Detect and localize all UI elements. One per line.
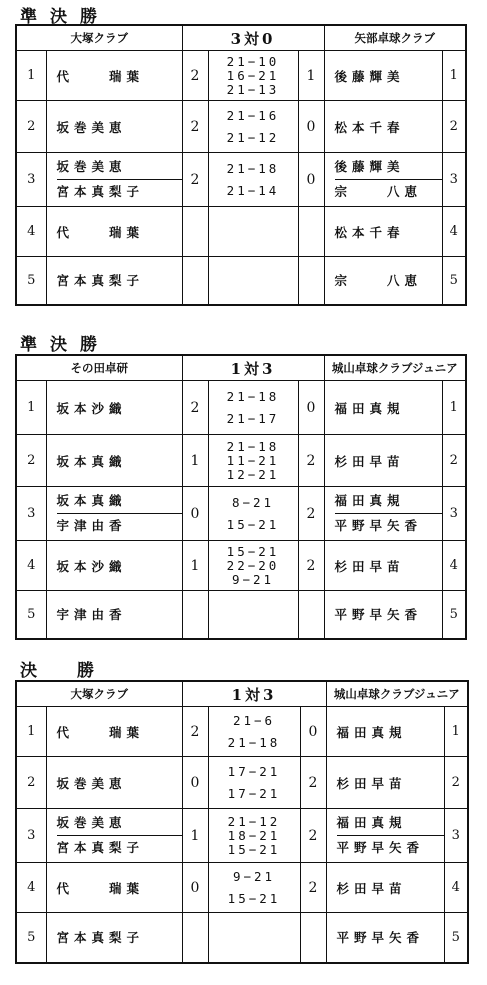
match-number: 5 xyxy=(16,257,46,305)
table-row xyxy=(16,435,466,487)
doubles-right xyxy=(326,809,444,863)
table-header xyxy=(16,681,468,707)
team-left: 大塚クラブ xyxy=(16,25,182,51)
games-won-left: 2 xyxy=(182,707,208,757)
game-score: 21−18 xyxy=(226,388,280,404)
match-number: 3 xyxy=(16,487,46,541)
player-left: 坂本沙織 xyxy=(46,541,182,591)
games-won-left xyxy=(182,207,208,257)
table-row xyxy=(16,913,468,963)
table-row xyxy=(16,707,468,757)
games-won-left: 2 xyxy=(182,381,208,435)
section-title: 準決勝 xyxy=(20,335,110,355)
player-right: 福田真規 xyxy=(326,707,444,757)
games-won-right: 0 xyxy=(298,381,324,435)
match-number-right: 1 xyxy=(444,707,468,757)
match-number: 1 xyxy=(16,51,46,101)
player-right: 松本千春 xyxy=(324,101,442,153)
player-left: 坂巻美恵 xyxy=(46,101,182,153)
table-header xyxy=(16,25,466,51)
match-number-right: 3 xyxy=(442,153,466,207)
section-title: 決勝 xyxy=(20,661,134,681)
games-won-right xyxy=(300,913,326,963)
table-row xyxy=(16,541,466,591)
match-number-right: 3 xyxy=(442,487,466,541)
games-won-right: 2 xyxy=(300,809,326,863)
player-right: 杉田早苗 xyxy=(324,541,442,591)
doubles-right xyxy=(324,487,442,541)
games-won-right: 2 xyxy=(300,757,326,809)
match-number-right: 4 xyxy=(442,207,466,257)
player-right: 平野早矢香 xyxy=(334,518,423,533)
match-number-right: 5 xyxy=(442,591,466,639)
match-number: 4 xyxy=(16,863,46,913)
player-left: 代 瑞葉 xyxy=(46,863,182,913)
match-number-right: 2 xyxy=(442,435,466,487)
games-won-right: 1 xyxy=(298,51,324,101)
match-number-right: 2 xyxy=(444,757,468,809)
game-score: 9−21 xyxy=(232,868,276,884)
games-won-right xyxy=(298,257,324,305)
player-right: 平野早矢香 xyxy=(326,913,444,963)
player-right: 福田真規 xyxy=(337,811,444,836)
match-number: 5 xyxy=(16,591,46,639)
game-score: 21−18 xyxy=(226,438,280,454)
player-right: 平野早矢香 xyxy=(324,591,442,639)
game-score: 18−21 xyxy=(227,827,281,843)
game-scores xyxy=(208,101,298,153)
player-left: 坂巻美恵 xyxy=(57,811,182,836)
game-scores xyxy=(208,257,298,305)
game-score: 8−21 xyxy=(231,494,275,510)
match-number-right: 4 xyxy=(444,863,468,913)
match-number-right: 2 xyxy=(442,101,466,153)
match-number: 4 xyxy=(16,541,46,591)
game-scores xyxy=(208,51,298,101)
doubles-right xyxy=(324,153,442,207)
player-right: 杉田早苗 xyxy=(324,435,442,487)
game-score: 15−21 xyxy=(227,841,281,857)
games-won-right xyxy=(298,591,324,639)
game-score: 15−21 xyxy=(226,543,280,559)
game-score: 9−21 xyxy=(231,571,275,587)
game-score: 21−18 xyxy=(227,734,281,750)
player-right: 平野早矢香 xyxy=(336,840,425,855)
game-scores xyxy=(208,207,298,257)
player-left: 坂巻美恵 xyxy=(57,155,182,180)
table-row xyxy=(16,51,466,101)
player-right: 杉田早苗 xyxy=(326,757,444,809)
game-score: 21−17 xyxy=(226,410,280,426)
game-scores xyxy=(208,863,300,913)
match-number: 4 xyxy=(16,207,46,257)
match-number-right: 5 xyxy=(444,913,468,963)
table-row xyxy=(16,487,466,541)
match-number-right: 3 xyxy=(444,809,468,863)
player-right: 松本千春 xyxy=(324,207,442,257)
game-scores xyxy=(208,153,298,207)
games-won-left: 1 xyxy=(182,541,208,591)
games-won-left: 1 xyxy=(182,809,208,863)
doubles-left xyxy=(46,809,182,863)
player-left: 宇津由香 xyxy=(56,518,127,533)
games-won-left: 0 xyxy=(182,863,208,913)
games-won-right: 0 xyxy=(298,153,324,207)
player-left: 宮本真梨子 xyxy=(46,913,182,963)
player-left: 坂本真織 xyxy=(46,435,182,487)
match-number: 3 xyxy=(16,153,46,207)
game-scores xyxy=(208,913,300,963)
game-scores xyxy=(208,487,298,541)
match-number-right: 1 xyxy=(442,381,466,435)
match-score: 1対3 xyxy=(182,681,326,707)
match-number-right: 4 xyxy=(442,541,466,591)
team-left: 大塚クラブ xyxy=(16,681,182,707)
player-left: 坂巻美恵 xyxy=(46,757,182,809)
player-right: 宗 八恵 xyxy=(334,184,423,199)
match-number: 5 xyxy=(16,913,46,963)
table-row xyxy=(16,207,466,257)
game-scores xyxy=(208,707,300,757)
games-won-left xyxy=(182,257,208,305)
player-right: 福田真規 xyxy=(324,381,442,435)
games-won-right: 2 xyxy=(298,541,324,591)
table-row xyxy=(16,809,468,863)
games-won-right: 2 xyxy=(300,863,326,913)
game-scores xyxy=(208,757,300,809)
game-score: 22−20 xyxy=(226,557,280,573)
player-right: 後藤輝美 xyxy=(324,51,442,101)
games-won-left: 2 xyxy=(182,51,208,101)
game-score: 11−21 xyxy=(226,452,280,468)
match-number: 1 xyxy=(16,381,46,435)
section-title: 準決勝 xyxy=(20,7,110,27)
games-won-left xyxy=(182,913,208,963)
game-scores xyxy=(208,809,300,863)
player-left: 代 瑞葉 xyxy=(46,207,182,257)
game-score: 12−21 xyxy=(226,466,280,482)
match-number: 2 xyxy=(16,757,46,809)
player-right: 福田真規 xyxy=(335,489,442,514)
game-score: 21−10 xyxy=(226,53,280,69)
game-score: 21−13 xyxy=(226,81,280,97)
match-score: 1対3 xyxy=(182,355,324,381)
games-won-right: 0 xyxy=(300,707,326,757)
games-won-right xyxy=(298,207,324,257)
player-left: 代 瑞葉 xyxy=(46,51,182,101)
doubles-left xyxy=(46,487,182,541)
doubles-left xyxy=(46,153,182,207)
team-right: 矢部卓球クラブ xyxy=(324,25,466,51)
match-table xyxy=(15,680,469,964)
team-left: その田卓研 xyxy=(16,355,182,381)
player-left: 坂本沙織 xyxy=(46,381,182,435)
game-score: 16−21 xyxy=(226,67,280,83)
player-right: 宗 八恵 xyxy=(324,257,442,305)
games-won-right: 2 xyxy=(298,435,324,487)
game-score: 21−6 xyxy=(232,712,276,728)
table-row xyxy=(16,101,466,153)
match-score: 3対0 xyxy=(182,25,324,51)
table-row xyxy=(16,757,468,809)
player-left: 坂本真織 xyxy=(57,489,182,514)
match-number-right: 1 xyxy=(442,51,466,101)
match-number: 1 xyxy=(16,707,46,757)
team-right: 城山卓球クラブジュニア xyxy=(324,355,466,381)
match-number-right: 5 xyxy=(442,257,466,305)
match-number: 2 xyxy=(16,435,46,487)
table-row xyxy=(16,381,466,435)
games-won-right: 2 xyxy=(298,487,324,541)
table-header xyxy=(16,355,466,381)
match-table xyxy=(15,354,467,640)
table-row xyxy=(16,591,466,639)
player-left: 宮本真梨子 xyxy=(56,184,145,199)
match-number: 2 xyxy=(16,101,46,153)
table-row xyxy=(16,153,466,207)
games-won-left: 2 xyxy=(182,153,208,207)
games-won-right: 0 xyxy=(298,101,324,153)
player-right: 後藤輝美 xyxy=(335,155,442,180)
game-scores xyxy=(208,591,298,639)
team-right: 城山卓球クラブジュニア xyxy=(326,681,468,707)
games-won-left xyxy=(182,591,208,639)
player-right: 杉田早苗 xyxy=(326,863,444,913)
table-row xyxy=(16,863,468,913)
game-score: 15−21 xyxy=(227,890,281,906)
game-score: 21−18 xyxy=(226,160,280,176)
game-score: 17−21 xyxy=(227,763,281,779)
games-won-left: 0 xyxy=(182,487,208,541)
player-left: 代 瑞葉 xyxy=(46,707,182,757)
games-won-left: 0 xyxy=(182,757,208,809)
match-table xyxy=(15,24,467,306)
game-score: 21−14 xyxy=(226,182,280,198)
game-score: 21−16 xyxy=(226,107,280,123)
player-left: 宮本真梨子 xyxy=(46,257,182,305)
match-number: 3 xyxy=(16,809,46,863)
player-left: 宮本真梨子 xyxy=(56,840,145,855)
player-left: 宇津由香 xyxy=(46,591,182,639)
game-score: 21−12 xyxy=(226,129,280,145)
game-score: 17−21 xyxy=(227,785,281,801)
game-score: 15−21 xyxy=(226,516,280,532)
game-score: 21−12 xyxy=(227,813,281,829)
game-scores xyxy=(208,381,298,435)
game-scores xyxy=(208,541,298,591)
table-row xyxy=(16,257,466,305)
game-scores xyxy=(208,435,298,487)
games-won-left: 1 xyxy=(182,435,208,487)
games-won-left: 2 xyxy=(182,101,208,153)
